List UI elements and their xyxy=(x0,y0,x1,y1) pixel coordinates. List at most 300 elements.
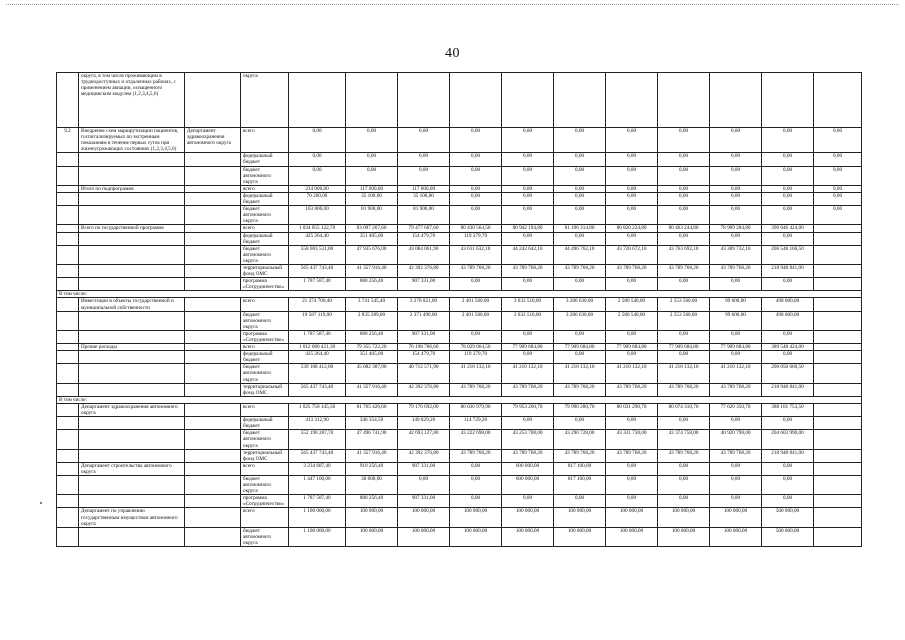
value-cell: 880 256,40 xyxy=(346,330,398,343)
table-row xyxy=(57,495,862,508)
value-cell: 425 264,40 xyxy=(289,351,346,364)
value-cell: 0,00 xyxy=(502,351,554,364)
funding-source-cell: программа «Сотрудничество» xyxy=(241,495,289,508)
top-scan-rule xyxy=(6,4,899,5)
value-cell: 2 553 560,00 xyxy=(658,298,710,311)
funding-source-cell: всего xyxy=(241,185,289,192)
value-cell: 0,00 xyxy=(502,330,554,343)
value-cell: 43 309 732,10 xyxy=(710,245,762,264)
value-cell: 0,00 xyxy=(762,192,814,205)
value-cell: 100 000,00 xyxy=(398,508,450,527)
value-cell: 0,00 xyxy=(398,166,450,185)
value-cell: 163 800,00 xyxy=(289,206,346,225)
value-cell: 390 046 424,00 xyxy=(762,225,814,232)
value-cell: 0,00 xyxy=(554,495,606,508)
table-row xyxy=(57,166,862,185)
value-cell: 0,00 xyxy=(346,128,398,153)
value-cell: 0,00 xyxy=(710,278,762,291)
value-cell: 79 953 260,70 xyxy=(502,403,554,416)
item-number-cell xyxy=(57,311,79,330)
value-cell xyxy=(606,73,658,128)
value-cell: 43 253 708,00 xyxy=(502,430,554,449)
value-cell xyxy=(710,73,762,128)
value-cell: 0,00 xyxy=(658,462,710,475)
value-cell: 100 000,00 xyxy=(710,527,762,546)
item-number-cell xyxy=(57,185,79,192)
value-cell: 0,00 xyxy=(762,166,814,185)
value-cell: 0,00 xyxy=(502,153,554,166)
value-cell: 81 196 314,80 xyxy=(554,225,606,232)
item-name-cell xyxy=(79,245,185,264)
value-cell: 0,00 xyxy=(346,166,398,185)
value-cell: 0,00 xyxy=(398,475,450,494)
value-cell: 43 789 768,20 xyxy=(606,264,658,277)
value-cell: 119 379,70 xyxy=(450,232,502,245)
value-cell: 0,00 xyxy=(710,351,762,364)
executor-cell xyxy=(185,344,241,351)
executor-cell xyxy=(185,206,241,225)
value-cell xyxy=(346,73,398,128)
value-cell: 1 787 587,40 xyxy=(289,278,346,291)
value-cell: 77 909 684,80 xyxy=(554,344,606,351)
value-cell: 0,00 xyxy=(606,417,658,430)
value-cell: 0,00 xyxy=(762,495,814,508)
value-cell: 0,00 xyxy=(450,206,502,225)
item-name-cell: Внедрение схем маршрутизации пациентов, госпитализируемых по экстренным показаниям в течение первых суток при жизнеугрожающих состояниях (1,2,3,4,5,6) xyxy=(79,128,185,153)
value-cell: 2 401 500,00 xyxy=(450,298,502,311)
value-cell: 0,00 xyxy=(606,330,658,343)
table-row xyxy=(57,344,862,351)
value-cell: 41 357 916,40 xyxy=(346,383,398,396)
item-name-cell xyxy=(79,495,185,508)
value-cell xyxy=(398,73,450,128)
funding-source-cell: бюджет автономного округа xyxy=(241,430,289,449)
executor-cell xyxy=(185,330,241,343)
item-name-cell: Итого по подпрограмме xyxy=(79,185,185,192)
value-cell: 43 789 768,20 xyxy=(502,383,554,396)
value-cell: 0,00 xyxy=(762,462,814,475)
value-cell: 0,00 xyxy=(289,128,346,153)
table-row xyxy=(57,527,862,546)
value-cell: 565 437 743,40 xyxy=(289,264,346,277)
value-cell: 100 000,00 xyxy=(554,508,606,527)
value-cell: 0,00 xyxy=(450,475,502,494)
value-cell: 41 210 132,10 xyxy=(658,364,710,383)
executor-cell xyxy=(185,73,241,128)
value-cell xyxy=(502,73,554,128)
value-cell: 817 100,00 xyxy=(554,462,606,475)
value-cell: 218 948 841,00 xyxy=(762,264,814,277)
item-number-cell xyxy=(57,264,79,277)
value-cell: 45 082 387,00 xyxy=(346,364,398,383)
value-cell: 346 354,50 xyxy=(346,417,398,430)
value-cell: 70 200,00 xyxy=(289,192,346,205)
table-row xyxy=(57,417,862,430)
executor-cell xyxy=(185,166,241,185)
value-cell: 81 900,00 xyxy=(398,206,450,225)
value-cell: 3 286 630,00 xyxy=(554,311,606,330)
value-cell xyxy=(814,351,862,364)
value-cell: 79 355 722,20 xyxy=(346,344,398,351)
value-cell xyxy=(814,403,862,416)
value-cell: 43 084 061,90 xyxy=(398,245,450,264)
value-cell: 43 789 768,20 xyxy=(710,449,762,462)
value-cell: 425 264,40 xyxy=(289,232,346,245)
value-cell: 0,00 xyxy=(814,185,862,192)
item-number-cell xyxy=(57,232,79,245)
value-cell: 43 789 768,20 xyxy=(554,449,606,462)
value-cell xyxy=(450,73,502,128)
table-row xyxy=(57,351,862,364)
funding-source-cell: территориальный фонд ОМС xyxy=(241,264,289,277)
value-cell: 43 789 768,20 xyxy=(450,264,502,277)
value-cell: 43 789 768,20 xyxy=(502,264,554,277)
value-cell: 77 909 684,80 xyxy=(710,344,762,351)
value-cell: 0,00 xyxy=(554,330,606,343)
value-cell: 2 580 540,00 xyxy=(606,298,658,311)
table-row xyxy=(57,264,862,277)
value-cell: 0,00 xyxy=(554,128,606,153)
value-cell: 0,00 xyxy=(450,278,502,291)
value-cell: 100 000,00 xyxy=(554,527,606,546)
item-name-cell xyxy=(79,430,185,449)
value-cell: 0,00 xyxy=(606,351,658,364)
item-number-cell xyxy=(57,245,79,264)
value-cell: 80 820 224,80 xyxy=(606,225,658,232)
value-cell: 100 000,00 xyxy=(502,527,554,546)
executor-cell xyxy=(185,225,241,232)
value-cell: 0,00 xyxy=(554,185,606,192)
value-cell: 0,00 xyxy=(554,278,606,291)
value-cell: 0,00 xyxy=(710,232,762,245)
value-cell: 43 789 768,20 xyxy=(606,449,658,462)
value-cell: 43 789 768,20 xyxy=(450,383,502,396)
value-cell: 1 787 587,40 xyxy=(289,495,346,508)
value-cell: 0,00 xyxy=(554,153,606,166)
value-cell: 99 600,00 xyxy=(710,311,762,330)
table-row xyxy=(57,403,862,416)
value-cell xyxy=(814,225,862,232)
value-cell: 77 909 684,80 xyxy=(606,344,658,351)
value-cell: 500 000,00 xyxy=(762,527,814,546)
value-cell: 41 357 916,40 xyxy=(346,264,398,277)
item-number-cell xyxy=(57,403,79,416)
value-cell: 0,00 xyxy=(762,206,814,225)
item-number-cell xyxy=(57,330,79,343)
funding-source-cell: бюджет автономного округа xyxy=(241,364,289,383)
item-name-cell xyxy=(79,264,185,277)
funding-source-cell: территориальный фонд ОМС xyxy=(241,383,289,396)
executor-cell xyxy=(185,192,241,205)
item-number-cell xyxy=(57,351,79,364)
value-cell: 0,00 xyxy=(606,495,658,508)
value-cell: 30 000,00 xyxy=(346,475,398,494)
value-cell xyxy=(814,417,862,430)
value-cell: 0,00 xyxy=(554,192,606,205)
value-cell: 0,00 xyxy=(398,128,450,153)
executor-cell xyxy=(185,475,241,494)
value-cell: 0,00 xyxy=(762,330,814,343)
executor-cell xyxy=(185,527,241,546)
item-name-cell xyxy=(79,417,185,430)
table-row xyxy=(57,311,862,330)
item-name-cell xyxy=(79,206,185,225)
value-cell: 0,00 xyxy=(554,206,606,225)
value-cell: 413 312,90 xyxy=(289,417,346,430)
value-cell: 0,00 xyxy=(710,192,762,205)
executor-cell xyxy=(185,311,241,330)
funding-source-cell: всего xyxy=(241,128,289,153)
section-heading: В том числе: xyxy=(57,291,862,298)
value-cell: 0,00 xyxy=(554,166,606,185)
table-row xyxy=(57,153,862,166)
value-cell xyxy=(814,383,862,396)
value-cell: 218 948 841,00 xyxy=(762,449,814,462)
value-cell: 100 000,00 xyxy=(658,527,710,546)
value-cell: 0,00 xyxy=(450,495,502,508)
value-cell: 43 789 768,20 xyxy=(450,449,502,462)
value-cell: 3 032 510,00 xyxy=(502,311,554,330)
executor-cell xyxy=(185,417,241,430)
item-name-cell: Прочие расходы xyxy=(79,344,185,351)
value-cell: 0,00 xyxy=(554,351,606,364)
value-cell: 43 789 768,20 xyxy=(606,383,658,396)
value-cell: 0,00 xyxy=(710,185,762,192)
value-cell xyxy=(814,495,862,508)
value-cell: 565 437 743,40 xyxy=(289,383,346,396)
value-cell: 817 100,00 xyxy=(554,475,606,494)
value-cell: 0,00 xyxy=(554,232,606,245)
value-cell: 0,00 xyxy=(450,166,502,185)
table-row xyxy=(57,232,862,245)
value-cell: 1 034 055 122,70 xyxy=(289,225,346,232)
value-cell: 0,00 xyxy=(710,206,762,225)
value-cell: 21 374 706,40 xyxy=(289,298,346,311)
value-cell xyxy=(814,344,862,351)
value-cell: 0,00 xyxy=(658,128,710,153)
item-name-cell xyxy=(79,311,185,330)
item-name-cell xyxy=(79,364,185,383)
value-cell: 0,00 xyxy=(814,166,862,185)
value-cell: 1 787 587,40 xyxy=(289,330,346,343)
item-name-cell: округа, в том числе проживающим в труднодоступных и отдаленных районах, с применением авиации, оснащенного медицинским модулем (1,2,3,4,5,6) xyxy=(79,73,185,128)
item-name-cell: Инвестиции в объекты государственной и муниципальной собственности xyxy=(79,298,185,311)
value-cell: 351 405,00 xyxy=(346,232,398,245)
value-cell: 0,00 xyxy=(658,417,710,430)
value-cell xyxy=(814,449,862,462)
value-cell: 81 900,00 xyxy=(346,206,398,225)
value-cell: 43 222 698,00 xyxy=(450,430,502,449)
executor-cell xyxy=(185,245,241,264)
item-number-cell xyxy=(57,417,79,430)
value-cell: 0,00 xyxy=(398,153,450,166)
item-number-cell xyxy=(57,364,79,383)
item-name-cell xyxy=(79,449,185,462)
value-cell: 100 000,00 xyxy=(346,508,398,527)
value-cell: 100 000,00 xyxy=(606,508,658,527)
value-cell: 3 234 687,40 xyxy=(289,462,346,475)
value-cell: 206 050 660,50 xyxy=(762,364,814,383)
value-cell: 234 000,00 xyxy=(289,185,346,192)
value-cell: 0,00 xyxy=(606,153,658,166)
executor-cell xyxy=(185,508,241,527)
item-number-cell xyxy=(57,278,79,291)
value-cell: 43 290 728,00 xyxy=(554,430,606,449)
value-cell: 19 587 119,00 xyxy=(289,311,346,330)
value-cell: 0,00 xyxy=(814,128,862,153)
value-cell: 47 496 741,90 xyxy=(346,430,398,449)
funding-source-cell: всего xyxy=(241,508,289,527)
value-cell: 1 025 750 145,50 xyxy=(289,403,346,416)
value-cell: 42 693 127,80 xyxy=(398,430,450,449)
value-cell: 1 012 680 421,30 xyxy=(289,344,346,351)
value-cell: 79 176 692,00 xyxy=(398,403,450,416)
value-cell: 500 000,00 xyxy=(762,508,814,527)
funding-source-cell: округа xyxy=(241,73,289,128)
value-cell: 539 108 412,00 xyxy=(289,364,346,383)
value-cell: 0,00 xyxy=(658,206,710,225)
value-cell: 0,00 xyxy=(710,128,762,153)
value-cell: 100 000,00 xyxy=(502,508,554,527)
value-cell: 83 097 267,60 xyxy=(346,225,398,232)
budget-table xyxy=(56,72,862,547)
item-number-cell xyxy=(57,344,79,351)
value-cell: 0,00 xyxy=(658,330,710,343)
value-cell: 0,00 xyxy=(710,417,762,430)
value-cell xyxy=(658,73,710,128)
value-cell: 0,00 xyxy=(450,185,502,192)
value-cell: 910 256,40 xyxy=(346,462,398,475)
value-cell: 0,00 xyxy=(606,185,658,192)
value-cell: 389 548 424,00 xyxy=(762,344,814,351)
item-number-cell xyxy=(57,383,79,396)
item-number-cell xyxy=(57,430,79,449)
value-cell: 206 548 160,50 xyxy=(762,245,814,264)
value-cell: 0,00 xyxy=(710,475,762,494)
item-number-cell xyxy=(57,508,79,527)
value-cell: 42 392 376,80 xyxy=(398,383,450,396)
value-cell: 35 100,00 xyxy=(346,192,398,205)
value-cell: 78 029 064,50 xyxy=(450,344,502,351)
value-cell: 0,00 xyxy=(710,462,762,475)
value-cell: 41 210 132,10 xyxy=(450,364,502,383)
value-cell: 0,00 xyxy=(658,475,710,494)
value-cell: 0,00 xyxy=(762,153,814,166)
value-cell xyxy=(762,73,814,128)
value-cell: 43 611 632,10 xyxy=(450,245,502,264)
funding-source-cell: бюджет автономного округа xyxy=(241,475,289,494)
item-name-cell xyxy=(79,232,185,245)
executor-cell xyxy=(185,232,241,245)
executor-cell xyxy=(185,462,241,475)
value-cell: 154 479,70 xyxy=(398,232,450,245)
item-name-cell xyxy=(79,383,185,396)
page-number: 40 xyxy=(445,46,460,61)
item-name-cell xyxy=(79,153,185,166)
value-cell: 3 032 510,00 xyxy=(502,298,554,311)
value-cell: 0,00 xyxy=(502,185,554,192)
value-cell: 0,00 xyxy=(346,153,398,166)
value-cell: 0,00 xyxy=(762,185,814,192)
value-cell: 100 000,00 xyxy=(346,527,398,546)
value-cell: 0,00 xyxy=(502,495,554,508)
table-row xyxy=(57,225,862,232)
value-cell: 0,00 xyxy=(450,462,502,475)
item-name-cell xyxy=(79,278,185,291)
item-number-cell xyxy=(57,153,79,166)
value-cell: 43 763 692,10 xyxy=(658,245,710,264)
executor-cell xyxy=(185,264,241,277)
value-cell: 0,00 xyxy=(450,128,502,153)
value-cell: 81 765 426,60 xyxy=(346,403,398,416)
value-cell: 3 286 630,00 xyxy=(554,298,606,311)
value-cell: 0,00 xyxy=(606,232,658,245)
value-cell: 558 003 531,00 xyxy=(289,245,346,264)
value-cell: 0,00 xyxy=(762,232,814,245)
value-cell: 80 031 290,70 xyxy=(606,403,658,416)
value-cell: 0,00 xyxy=(658,232,710,245)
funding-source-cell: всего xyxy=(241,344,289,351)
value-cell: 43 331 738,00 xyxy=(606,430,658,449)
value-cell: 100 000,00 xyxy=(450,508,502,527)
value-cell: 600 000,00 xyxy=(502,475,554,494)
value-cell: 41 210 132,10 xyxy=(502,364,554,383)
value-cell: 498 000,00 xyxy=(762,298,814,311)
value-cell: 43 789 768,20 xyxy=(554,264,606,277)
table-row xyxy=(57,206,862,225)
executor-cell xyxy=(185,403,241,416)
value-cell: 0,00 xyxy=(289,153,346,166)
table-row xyxy=(57,475,862,494)
section-heading-row xyxy=(57,291,862,298)
value-cell xyxy=(814,364,862,383)
value-cell: 100 000,00 xyxy=(658,508,710,527)
value-cell: 80 074 310,70 xyxy=(658,403,710,416)
value-cell: 41 357 916,40 xyxy=(346,449,398,462)
value-cell xyxy=(814,298,862,311)
value-cell: 218 948 841,00 xyxy=(762,383,814,396)
item-number-cell xyxy=(57,192,79,205)
value-cell: 80 463 244,80 xyxy=(658,225,710,232)
value-cell: 0,00 xyxy=(762,475,814,494)
section-heading: В том числе: xyxy=(57,396,862,403)
value-cell: 3 741 545,40 xyxy=(346,298,398,311)
funding-source-cell: бюджет автономного округа xyxy=(241,245,289,264)
value-cell: 0,00 xyxy=(658,278,710,291)
stray-scan-mark xyxy=(40,502,42,504)
value-cell: 2 580 540,00 xyxy=(606,311,658,330)
value-cell: 43 789 768,20 xyxy=(502,449,554,462)
value-cell: 100 000,00 xyxy=(710,508,762,527)
value-cell: 99 600,00 xyxy=(710,298,762,311)
value-cell: 552 190 287,70 xyxy=(289,430,346,449)
value-cell: 0,00 xyxy=(502,232,554,245)
executor-cell xyxy=(185,351,241,364)
value-cell: 117 000,00 xyxy=(398,185,450,192)
value-cell: 41 210 132,10 xyxy=(554,364,606,383)
value-cell xyxy=(814,232,862,245)
value-cell: 1 447 100,00 xyxy=(289,475,346,494)
value-cell: 43 789 768,20 xyxy=(658,449,710,462)
value-cell: 76 198 786,60 xyxy=(398,344,450,351)
funding-source-cell: бюджет автономного округа xyxy=(241,206,289,225)
item-number-cell xyxy=(57,225,79,232)
value-cell: 3 278 821,00 xyxy=(398,298,450,311)
value-cell: 0,00 xyxy=(710,153,762,166)
executor-cell xyxy=(185,430,241,449)
value-cell: 0,00 xyxy=(554,417,606,430)
funding-source-cell: федеральный бюджет xyxy=(241,417,289,430)
